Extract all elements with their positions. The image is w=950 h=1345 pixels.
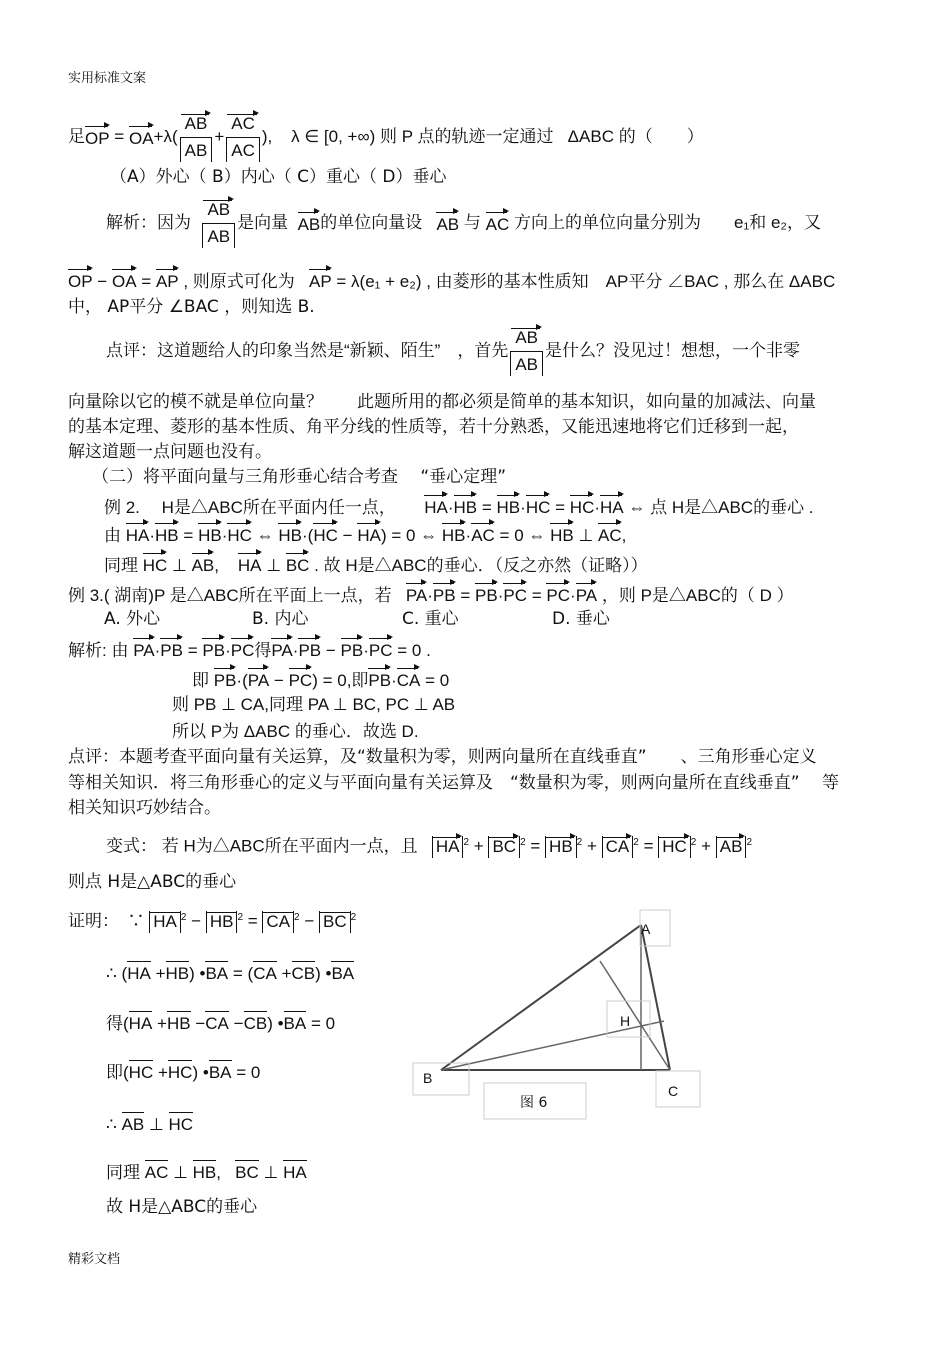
text: · [520,498,526,517]
text: 例 2. H是△ABC所在平面内任一点， [104,498,396,517]
vector: BC [235,1159,259,1184]
text: − [233,1014,244,1033]
page-header: 实用标准文案 [68,71,147,86]
text: + [214,127,225,146]
text: = [114,127,125,146]
example-2-line [104,552,648,577]
text: ⊥ [578,526,594,545]
text: 的单位向量设 [320,213,423,232]
text: = 0 [310,1014,336,1033]
text: ⊥ [173,1163,188,1182]
triangle-figure [410,905,710,1120]
vector: PA [133,637,154,662]
vector: PB [298,637,321,662]
option-b: B. 内心 [252,609,309,629]
vector: BA [205,960,228,985]
text: = [643,836,654,856]
exponent: 2 [463,837,470,848]
text: = [460,586,471,605]
text: · [149,526,156,545]
text: 变式： 若 H为△ABC所在平面内一点，且 [106,836,418,856]
text: 则 P 点的轨迹一定通过 [380,127,554,146]
exponent: 2 [237,912,244,923]
comment-line: 的基本定理、菱形的基本性质、角平分线的性质等，若十分熟悉，又能迅速地将它们迁移到一起， [68,417,799,437]
text: · [221,526,228,545]
text: ) • [192,1063,209,1082]
text: − [97,272,108,291]
exponent: 2 [746,837,753,848]
vector: HC [129,1059,154,1084]
vector: PB [160,637,183,662]
text: 由 [104,526,121,545]
text: + [586,836,597,856]
text: · [594,498,601,517]
text: ΔABC 的（ ） [567,127,704,146]
text: ⊥ [148,1115,164,1134]
vector-ap: AP [309,268,332,293]
vector: HC [143,552,168,577]
text: · [447,498,454,517]
vector: HB [497,494,521,519]
text: ，则 P是△ABC的（ D ） [601,586,794,605]
vector: AB [122,1111,145,1136]
vector: HB [454,494,478,519]
text: + [157,1014,167,1033]
vector: PB [433,582,456,607]
vector: HC [570,494,595,519]
text: 例 3.( 湖南)P 是△ABC所在平面上一点，若 [68,586,392,605]
vector: HB [198,522,222,547]
text: +λ( [153,127,178,146]
norm-bc: BC [488,836,520,858]
vector: HC [227,522,252,547]
text: − [191,911,202,931]
comment-line: 解这道题一点问题也没有。 [68,442,272,462]
vector: BA [209,1059,232,1084]
text: ⇔ [256,526,274,545]
text: · [570,586,576,605]
text: = 0 [236,1063,261,1082]
text: ⊥ [172,556,187,575]
vector: HC [168,1059,193,1084]
fraction-ab: $\frac{AB}{AB}$ [202,199,235,248]
text: − [273,671,284,690]
analysis-line: 则 PB ⊥ CA,同理 PA ⊥ BC, PC ⊥ AB [172,695,456,714]
text: ) • [189,964,206,983]
vector: PC [231,637,255,662]
text: − [325,641,336,660]
text: = [555,498,566,517]
text: · [391,671,397,690]
text: · [225,641,231,660]
vector-op: OP [68,268,93,293]
comment-line: 相关知识巧妙结合。 [68,798,221,818]
lambda-range: λ ∈ [0, +∞) [291,127,376,146]
figure-caption: 图 6 [520,1095,548,1111]
text: = [481,498,492,517]
vertex-c-label: C [668,1083,679,1099]
text: 证明： ∵ [68,911,145,931]
text: + [473,836,484,856]
fraction-ab: $\frac{AB}{AB}$ [510,327,543,376]
page-footer: 精彩文档 [68,1252,121,1267]
text: · [427,586,433,605]
vertex-b-label: B [423,1070,433,1086]
text: = ( [232,964,254,983]
text: 同理 [104,556,138,575]
proof-line [106,1111,193,1136]
text: = 0 . [397,641,431,660]
vector: HA [127,960,151,985]
vector: AC [145,1159,169,1184]
text: + [155,964,166,983]
vector-op: OP [85,125,110,150]
text: + [281,964,292,983]
norm-ab: AB [716,836,747,858]
text: 是什么？没见过！想想，一个非零 [545,341,801,360]
text: · [465,526,472,545]
vector-ab: AB [436,211,459,236]
vector: HA [357,522,381,547]
vector: PC [289,667,313,692]
exponent: 2 [576,837,583,848]
text: 即 [192,671,209,690]
norm-ha: HA [432,836,464,858]
text: , [214,556,219,575]
exponent: 2 [180,912,187,923]
vector: PA [576,582,597,607]
vector: HB [167,1010,191,1035]
text: = 0 [425,671,450,690]
vector: HC [526,494,551,519]
label-box [413,1063,469,1095]
vector: PB [214,667,237,692]
text: = [183,526,194,545]
vector-oa: OA [112,268,137,293]
analysis-line: 中， AP平分 ∠BAC ，则知选 B. [68,297,315,317]
norm: CA [262,911,294,933]
vector-ap: AP [156,268,179,293]
proof-line [106,1059,260,1084]
fraction-ac: $\frac{AC}{AC}$ [226,113,260,162]
text: 解析: 由 [68,641,129,660]
text: 与 [463,213,481,232]
orthocenter-label: H [620,1013,631,1029]
comment-line: 点评：本题考查平面向量有关运算，及“数量积为零，则两向量所在直线垂直” 、三角形垂心定义 [68,747,817,767]
vector: PA [271,637,292,662]
vector: PC [503,582,527,607]
vector: HB [278,522,302,547]
section-heading: （二）将平面向量与三角形垂心结合考查 “垂心定理” [92,467,507,487]
text: 点评：这道题给人的印象当然是“新颖、陌生” ，首先 [106,341,509,360]
norm-hc: HC [658,836,691,858]
option-c: C. 重心 [402,609,459,629]
exponent: 2 [520,837,526,848]
analysis-line: 所以 P为 ΔABC 的垂心．故选 D. [172,722,419,741]
text: − [304,911,315,931]
text: ) • [315,964,332,983]
text: = [247,911,258,931]
option-a: A. 外心 [104,609,161,629]
vector: HC [313,522,338,547]
variant-line: 则点 H是△ABC的垂心 [68,872,237,892]
text: · [363,641,369,660]
vector: HB [442,522,466,547]
analysis-line [192,667,449,692]
text: ), [261,127,273,146]
text: − [342,526,353,545]
vector: BA [331,960,354,985]
vector: BA [284,1010,307,1035]
vector: HB [155,522,179,547]
analysis-line [68,268,835,293]
vector: HA [126,522,150,547]
vector: PB [202,637,225,662]
text: · [292,641,299,660]
text: , 则原式可化为 [183,272,295,291]
example-2-line [104,494,814,519]
vector: CB [244,1010,268,1035]
text: = λ(e₁ + e₂) [336,272,422,291]
text: = [187,641,198,660]
proof-line [106,1159,307,1184]
text: 即( [106,1063,129,1082]
vertex-a-label: A [641,921,651,937]
norm-hb: HB [545,836,577,858]
norm: HA [149,911,181,933]
text: = [141,272,152,291]
text: 方向上的单位向量分别为 [513,213,701,232]
text: 得 [254,641,272,660]
vector: CA [205,1010,229,1035]
text: ⊥ [263,1163,279,1182]
vector: AC [471,522,495,547]
text: ⊥ [266,556,282,575]
vector-oa: OA [129,125,154,150]
text: · [154,641,161,660]
vector: CA [253,960,277,985]
vector: BC [286,552,310,577]
text: = [530,836,541,856]
text: + [157,1063,168,1082]
comment-line: 等相关知识．将三角形垂心的定义与平面向量有关运算及 “数量积为零，则两向量所在直线垂直” 等 [68,773,840,793]
vector: PC [369,637,393,662]
text: ·( [236,671,248,690]
vector: HC [169,1111,194,1136]
text: 是向量 [237,213,289,232]
vector: HA [424,494,448,519]
proof-line [106,1010,335,1035]
text: ) • [267,1014,284,1033]
vector: CA [397,667,421,692]
text: ∴ ( [106,964,128,983]
text: ) = 0,即 [312,671,369,690]
text: 足 [68,127,85,146]
proof-line [68,907,356,933]
vector: PB [368,667,391,692]
text: − [195,1014,206,1033]
vector: HB [193,1159,217,1184]
exponent: 2 [350,912,357,923]
norm: HB [206,911,238,933]
text: = 0 ⇔ [499,526,546,545]
text: = [531,586,542,605]
vector: HB [550,522,574,547]
text: ) = 0 ⇔ [380,526,438,545]
variant-line [106,832,752,858]
vector-ab: AB [298,211,321,236]
text: ∴ [106,1115,117,1134]
vector: AB [192,552,215,577]
vector: HA [238,552,262,577]
vector: PA [406,582,427,607]
text: ⇔ 点 H是△ABC的垂心 . [628,498,814,517]
vector: CB [292,960,316,985]
analysis-line [68,637,431,662]
vector: HB [166,960,190,985]
example-2-line [104,522,626,547]
vector: HA [283,1159,307,1184]
vector: HA [600,494,624,519]
comment-line: 向量除以它的模不就是单位向量？ 此题所用的都必须是简单的基本知识，如向量的加减法、向量 [68,392,816,412]
exponent: 2 [294,912,300,923]
text: e₁和 e₂，又 [734,213,821,232]
text: + [701,836,712,856]
proof-conclusion: 故 H是△ABC的垂心 [106,1197,258,1217]
exponent: 2 [633,837,639,848]
text: . 故 H是△ABC的垂心．（反之亦然（证略）） [314,556,648,575]
option-d: D. 垂心 [552,609,610,629]
analysis-line [106,194,821,252]
example-3-line [68,582,794,607]
answer-options: （A）外心（ B）内心（ C）重心（ D）垂心 [110,167,447,187]
exponent: 2 [690,837,697,848]
text: , [621,526,627,545]
vector: HA [129,1010,153,1035]
text: 同理 [106,1163,140,1182]
proof-line [106,960,354,985]
text: · [497,586,504,605]
problem-statement-line [68,110,704,164]
text: , 由菱形的基本性质知 AP平分 ∠BAC , 那么在 ΔABC [426,272,836,291]
norm-ca: CA [602,836,634,858]
vector: AC [598,522,622,547]
vector: PC [546,582,570,607]
text: , [216,1163,221,1182]
fraction-ab: $\frac{AB}{AB}$ [180,113,213,162]
vector: PB [475,582,498,607]
text: 得( [106,1014,129,1033]
vector-ac: AC [486,211,510,236]
vector: PA [248,667,269,692]
text: ·( [302,526,314,545]
comment-line [106,322,800,380]
vector: PB [341,637,364,662]
norm: BC [319,911,351,933]
text: 解析：因为 [106,213,191,232]
